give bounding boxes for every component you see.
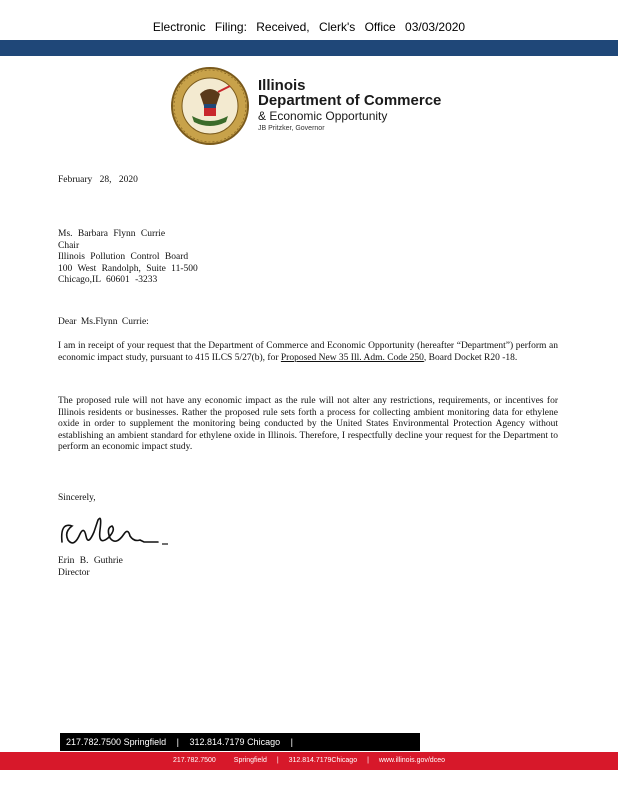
recipient-city: Chicago,IL 60601 -3233: [58, 275, 158, 285]
filing-header: Electronic Filing: Received, Clerk's Office 03/03/2020: [152, 20, 466, 34]
recipient-title: Chair: [58, 240, 80, 251]
recipient-name: Ms. Barbara Flynn Currie: [58, 229, 166, 239]
salutation: Dear Ms.Flynn Currie:: [58, 317, 149, 327]
footer-city-2: Chicago: [247, 737, 281, 747]
governor-name: JB Pritzker, Governor: [258, 125, 325, 132]
agency-line-1: Illinois: [258, 77, 306, 94]
signature-icon: [58, 512, 178, 554]
footer-phone-2: 312.814.7179: [189, 737, 245, 747]
recipient-address: [58, 229, 198, 287]
agency-name-block: [258, 78, 441, 135]
signer-block: [58, 556, 123, 579]
signer-title: Director: [58, 567, 90, 578]
footer-red-city-1: Springfield: [233, 757, 267, 764]
footer-website-link[interactable]: www.illinois.gov/dceo: [378, 757, 445, 764]
signer-name: Erin B. Guthrie: [58, 556, 123, 566]
footer-contact-red: 217.782.7500 Springfield | 312.814.7179Chicago | www.illinois.gov/dceo: [0, 752, 618, 770]
state-seal-icon: [170, 66, 250, 146]
paragraph-1-start: I am in receipt of your request that the Department of Commerce and Economic Opportunity (hereafter “Department”) perform an economic impact study, pursuant to 415 ILCS 5/27(b), for: [58, 341, 558, 363]
agency-line-3: & Economic Opportunity: [258, 109, 388, 123]
paragraph-1: [58, 341, 558, 364]
header-band: [0, 40, 618, 56]
letter-date: February 28, 2020: [58, 175, 138, 185]
paragraph-2: The proposed rule will not have any economic impact as the rule will not alter any restrictions, requirements, or incentives for Illinois residents or businesses. Rather the proposed rule sets forth a process for collecting ambient monitoring data for ethylene oxide in order to supplement the monitoring being conducted by the United States Environmental Protection Agency without establishing an ambient standard for ethylene oxide in Illinois. Therefore, I respectfully decline your request for the Department to perform an economic impact study.: [58, 396, 558, 452]
paragraph-1-end: , Board Docket R20 -18.: [423, 352, 518, 363]
footer-city-1: Springfield: [123, 737, 167, 747]
footer-red-phone-city-2: 312.814.7179Chicago: [288, 757, 358, 764]
agency-line-2: Department of Commerce: [258, 92, 442, 109]
recipient-street: 100 West Randolph, Suite 11-500: [58, 263, 198, 274]
footer-phone-1: 217.782.7500: [66, 737, 122, 747]
footer-red-phone-1: 217.782.7500: [173, 757, 216, 764]
recipient-org: Illinois Pollution Control Board: [58, 252, 189, 262]
rule-citation: Proposed New 35 Ill. Adm. Code 250: [280, 352, 424, 363]
closing: Sincerely,: [58, 493, 96, 503]
footer-contact-black: 217.782.7500 Springfield | 312.814.7179 Chicago |: [60, 733, 420, 751]
